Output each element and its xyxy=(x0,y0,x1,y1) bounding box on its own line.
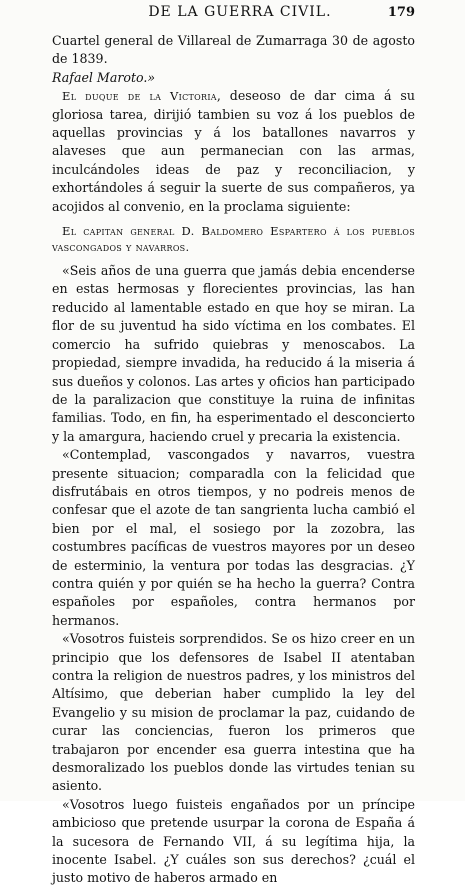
intro-lead: El duque de la Victoria xyxy=(62,89,217,104)
paragraph: «Vosotros luego fuisteis engañados por un príncipe ambicioso que pretende usurpar la corona de España á la sucesora de Fernando VII, á su legítima hija, la inocente Isabel. ¿Y cuáles son sus derechos? ¿cuál el justo motivo de haberos armado en xyxy=(52,796,415,886)
letter-signature: Rafael Maroto.» xyxy=(52,69,156,85)
running-head xyxy=(52,4,415,32)
page-number: 179 xyxy=(387,5,415,20)
page-body xyxy=(52,32,415,888)
paragraph: «Vosotros fuisteis sorprendidos. Se os hizo creer en un principio que los defensores de Isabel II atentaban contra la religion de nuestros padres, y los ministros del Altísimo, que deberian haber cumplido la ley del Evangelio y su mision de proclamar la paz, cuidando de curar las conciencias, fueron los primeros que trabajaron por encender esa guerra intestina que ha desmoralizado los pueblos donde las virtudes tenian su asiento. xyxy=(52,631,415,794)
proclamation-heading: El capitan general D. Baldomero Espartero á los pueblos vascongados y navarros. xyxy=(52,224,415,255)
intro-text: , deseoso de dar cima á su gloriosa tarea, dirijió tambien su voz á los pueblos de aquellas provincias y á los batallones navarros y alaveses que aun permanecian con las armas, inculcándoles ideas de paz y reconciliacion, y exhortándoles á seguir la suerte de sus compañeros, ya acojidos al convenio, en la proclama siguiente: xyxy=(52,88,415,214)
paragraph: «Contemplad, vascongados y navarros, vuestra presente situacion; comparadla con la felicidad que disfrutábais en otros tiempos, y no podreis menos de confesar que el azote de tan sangrienta lucha cambió el bien por el mal, el sosiego por la zozobra, las costumbres pacíficas de vuestros mayores por un deseo de esterminio, la ventura por todas las desgracias. ¿Y contra quién y por quién se ha hecho la guerra? Contra españoles por españoles, contra hermanos por hermanos. xyxy=(52,447,415,628)
running-title: DE LA GUERRA CIVIL. xyxy=(148,4,332,20)
letter-dateline: Cuartel general de Villareal de Zumarraga 30 de agosto de 1839. xyxy=(52,33,415,67)
paragraph: «Seis años de una guerra que jamás debia encenderse en estas hermosas y florecientes provincias, las han reducido al lamentable estado en que hoy se miran. La flor de su juventud ha sido víctima en los combates. El comercio ha sufrido quiebras y menoscabos. La propiedad, siempre invadida, ha reducido á la miseria á sus dueños y colonos. Las artes y oficios han participado de la paralizacion que constituye la ruina de infinitas familias. Todo, en fin, ha esperimentado el desconcierto y la amargura, haciendo cruel y precaria la existencia. xyxy=(52,263,415,444)
intro-paragraph xyxy=(52,87,415,216)
